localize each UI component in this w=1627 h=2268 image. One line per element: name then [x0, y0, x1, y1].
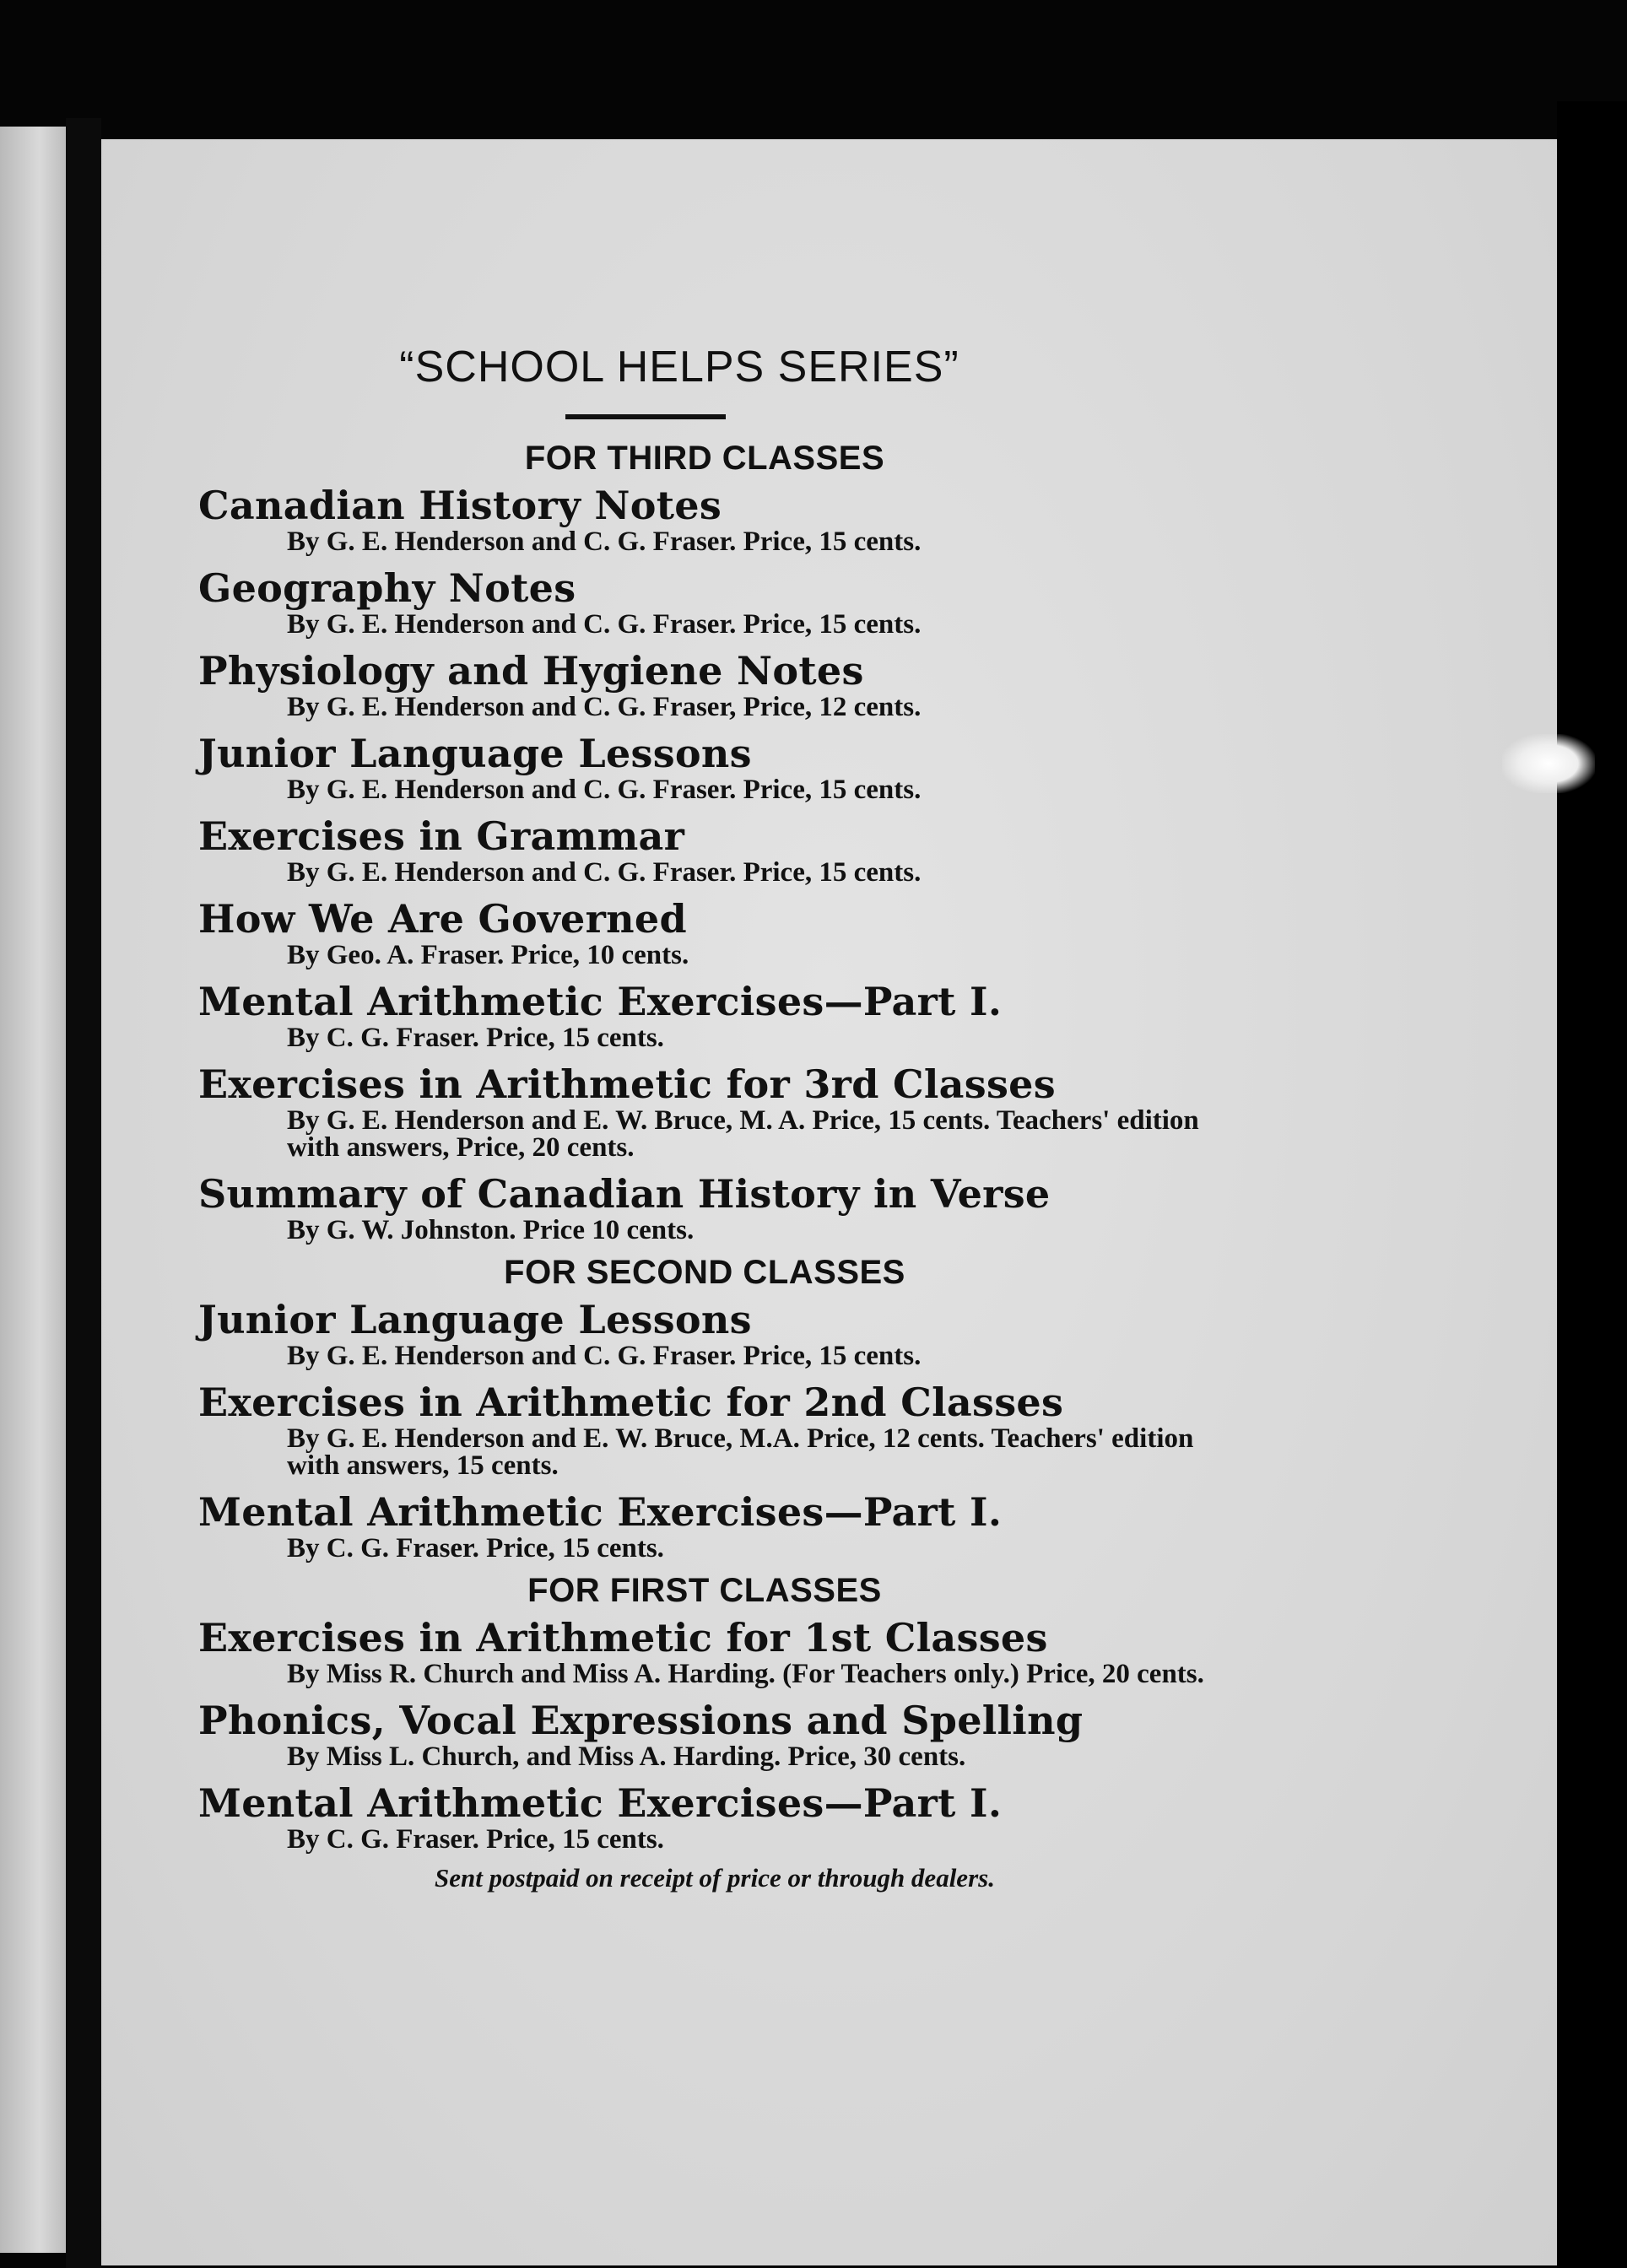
paper-tear-mark — [1502, 734, 1595, 793]
book-details: By C. G. Fraser. Price, 15 cents. — [287, 1533, 664, 1563]
book-title: Summary of Canadian History in Verse — [198, 1171, 1051, 1217]
list-item — [198, 896, 1464, 969]
book-title: Mental Arithmetic Exercises—Part I. — [198, 1489, 1003, 1535]
section-heading: FOR THIRD CLASSES — [524, 440, 885, 477]
book-details: By C. G. Fraser. Price, 15 cents. — [287, 1824, 664, 1855]
footer-note: Sent postpaid on receipt of price or through dealers. — [435, 1863, 995, 1893]
book-details: By C. G. Fraser. Price, 15 cents. — [287, 1023, 664, 1053]
list-item — [198, 648, 1464, 721]
list-item — [198, 1615, 1464, 1688]
book-gutter — [66, 118, 101, 2268]
list-item — [198, 1380, 1464, 1479]
book-details: By Miss R. Church and Miss A. Harding. (For Teachers only.) Price, 20 cents. — [287, 1659, 1204, 1689]
section-second-classes — [198, 1254, 1464, 1562]
section-heading: FOR SECOND CLASSES — [504, 1254, 905, 1291]
catalog-page — [101, 139, 1557, 2265]
book-title: Phonics, Vocal Expressions and Spelling — [198, 1698, 1084, 1743]
list-item — [198, 731, 1464, 803]
book-details: By G. E. Henderson and C. G. Fraser. Price, 15 cents. — [287, 1341, 922, 1371]
book-title: Junior Language Lessons — [198, 731, 752, 776]
book-details: By G. E. Henderson and E. W. Bruce, M. A. Price, 15 cents. Teachers' edition with answers, Price, 20 cents. — [287, 1105, 1199, 1163]
book-details: By Geo. A. Fraser. Price, 10 cents. — [287, 940, 689, 970]
book-title: Geography Notes — [198, 565, 576, 611]
section-heading: FOR FIRST CLASSES — [527, 1572, 882, 1609]
book-details: By G. E. Henderson and C. G. Fraser. Price, 15 cents. — [287, 857, 922, 888]
book-details: By G. E. Henderson and C. G. Fraser, Price, 12 cents. — [287, 692, 922, 722]
book-title: Exercises in Arithmetic for 3rd Classes — [198, 1061, 1056, 1107]
book-title: Exercises in Grammar — [198, 813, 685, 859]
book-details: By G. E. Henderson and C. G. Fraser. Price, 15 cents. — [287, 609, 922, 640]
title-rule — [565, 414, 726, 419]
facing-page-edge — [0, 127, 66, 2253]
list-item — [198, 813, 1464, 886]
list-item — [198, 1780, 1464, 1853]
book-title: Exercises in Arithmetic for 1st Classes — [198, 1615, 1048, 1660]
list-item — [198, 1698, 1464, 1770]
book-title: Canadian History Notes — [198, 483, 722, 528]
book-details: By G. W. Johnston. Price 10 cents. — [287, 1215, 695, 1245]
book-details: By G. E. Henderson and C. G. Fraser. Price, 15 cents. — [287, 526, 922, 557]
list-item — [198, 1061, 1464, 1161]
list-item — [198, 979, 1464, 1051]
book-title: Mental Arithmetic Exercises—Part I. — [198, 979, 1003, 1024]
book-title: Junior Language Lessons — [198, 1297, 752, 1342]
series-title: “SCHOOL HELPS SERIES” — [399, 343, 959, 392]
list-item — [198, 483, 1464, 555]
list-item — [198, 565, 1464, 638]
list-item — [198, 1489, 1464, 1562]
book-title: Mental Arithmetic Exercises—Part I. — [198, 1780, 1003, 1826]
list-item — [198, 1297, 1464, 1369]
scan-border — [1557, 101, 1627, 2268]
book-details: By G. E. Henderson and E. W. Bruce, M.A. Price, 12 cents. Teachers' edition with answers, 15 cents. — [287, 1423, 1194, 1481]
page-content — [198, 342, 1464, 1893]
book-details: By Miss L. Church, and Miss A. Harding. Price, 30 cents. — [287, 1742, 966, 1772]
book-title: How We Are Governed — [198, 896, 687, 942]
section-first-classes — [198, 1572, 1464, 1853]
section-third-classes — [198, 440, 1464, 1244]
list-item — [198, 1171, 1464, 1244]
book-title: Exercises in Arithmetic for 2nd Classes — [198, 1380, 1064, 1425]
book-details: By G. E. Henderson and C. G. Fraser. Price, 15 cents. — [287, 775, 922, 805]
book-title: Physiology and Hygiene Notes — [198, 648, 864, 694]
